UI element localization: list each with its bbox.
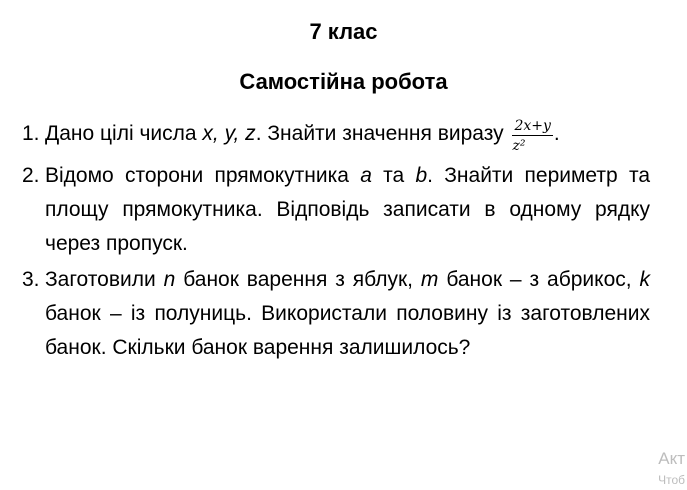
variable-b: b [415,164,428,187]
fraction-numerator: 2x+y [514,118,551,134]
task-text-part: банок – з абрикос, [438,268,640,291]
task-text-part: Дано цілі числа [45,122,203,145]
task-item-2 [22,159,650,261]
task-text [45,263,650,365]
task-number: 1. [22,122,40,145]
variable-k: k [639,268,650,291]
task-text-part: . Знайти периметр та площу прямокутника. Відповідь записати в одному рядку через пропуск. [45,164,651,255]
task-text-part: . Знайти значення виразу [255,122,510,145]
fraction-denominator: z² [512,138,526,154]
task-text [45,159,650,261]
variables: x, y, z [202,122,256,145]
task-item-3 [22,263,650,365]
task-number: 2. [22,164,40,187]
task-text [45,117,650,154]
task-text-part: Заготовили [45,268,164,291]
variable-a: a [360,164,372,187]
task-text-part: банок – із полуниць. Використали половину із заготовлених банок. Скільки банок варення залишилось? [45,302,650,359]
activation-watermark-line-1: Акт [658,449,685,468]
work-title: Самостійна робота [239,69,448,94]
task-number: 3. [22,268,40,291]
task-item-1 [22,117,650,154]
expression-fraction [512,118,552,154]
activation-watermark-line-2: Чтоб [658,473,685,487]
task-text-part: та [371,164,416,187]
variable-m: m [420,268,439,291]
task-text-part: Відомо сторони прямокутника [45,164,361,187]
task-text-part: . [553,122,560,145]
class-title: 7 клас [309,19,378,44]
variable-n: n [163,268,176,291]
task-text-part: банок варення з яблук, [175,268,421,291]
